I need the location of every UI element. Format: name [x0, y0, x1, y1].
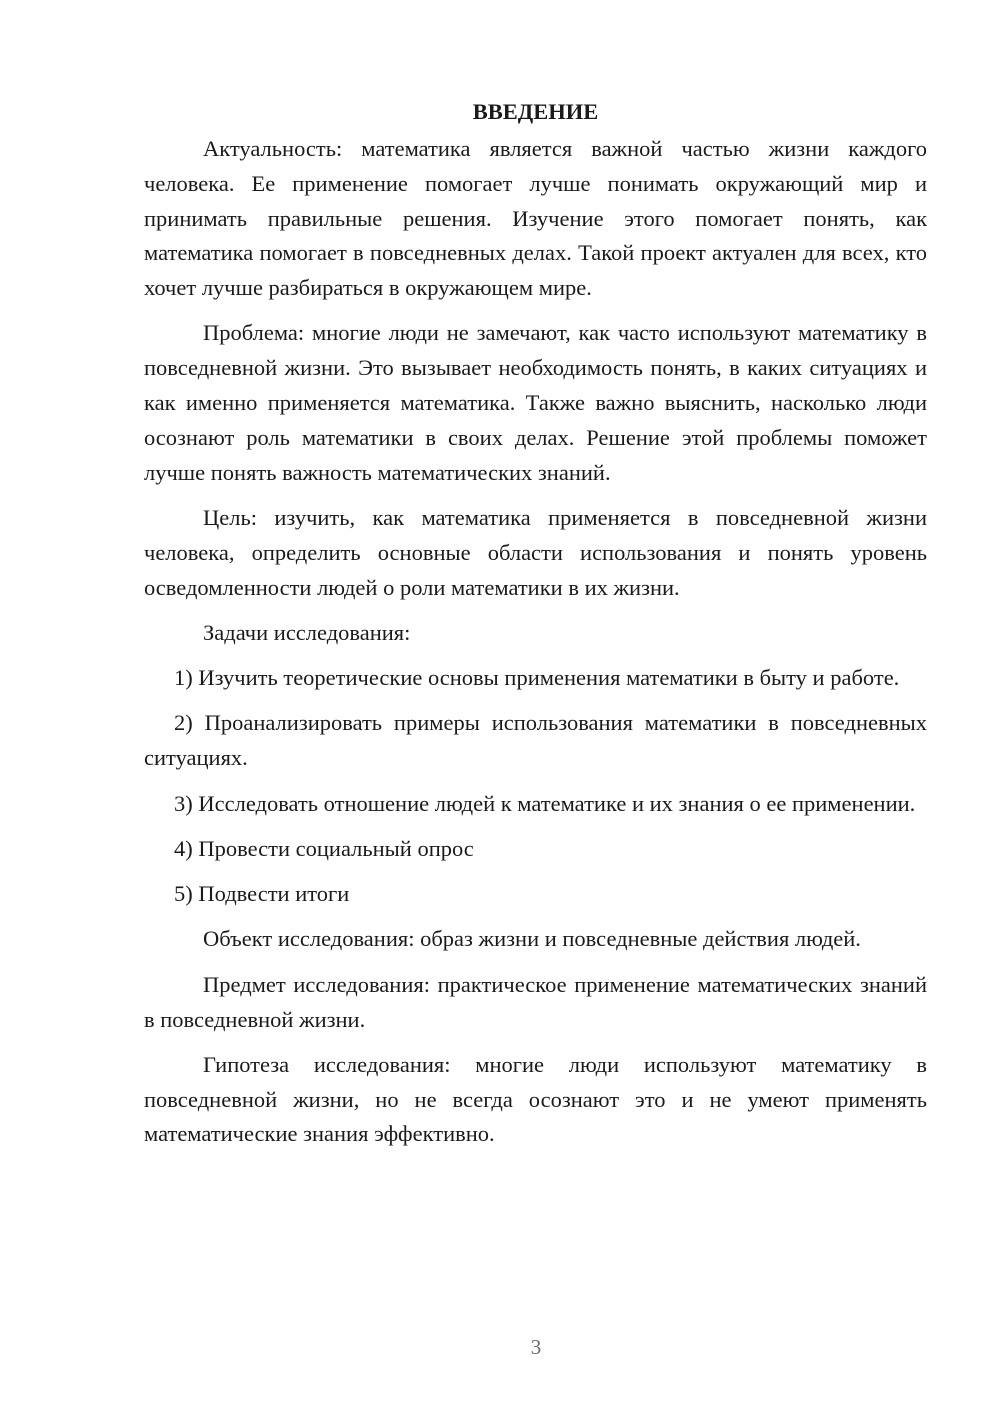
document-body — [144, 97, 927, 1163]
task-item: 3) Исследовать отношение людей к математике и их знания о ее применении. — [174, 790, 916, 816]
object-paragraph: Объект исследования: образ жизни и повседневные действия людей. — [203, 926, 861, 952]
section-title: ВВЕДЕНИЕ — [472, 99, 599, 124]
subject-paragraph: Предмет исследования: практическое применение математических знаний в повседневной жизни. — [144, 971, 927, 1032]
task-item: 5) Подвести итоги — [174, 881, 350, 907]
problem-paragraph: Проблема: многие люди не замечают, как часто используют математику в повседневной жизни. Это вызывает необходимость понять, в каких ситуациях и как именно применяется математика. Также важно выяснить, насколько люди осознают роль математики в своих делах. Решение этой проблемы поможет лучше понять важность математических знаний. — [144, 320, 927, 485]
task-item: 2) Проанализировать примеры использования математики в повседневных ситуациях. — [144, 710, 927, 771]
hypothesis-paragraph: Гипотеза исследования: многие люди используют математику в повседневной жизни, но не всегда осознают это и не умеют применять математические знания эффективно. — [144, 1051, 927, 1147]
goal-paragraph: Цель: изучить, как математика применяется в повседневной жизни человека, определить основные области использования и понять уровень осведомленности людей о роли математики в их жизни. — [144, 504, 927, 600]
task-item: 4) Провести социальный опрос — [174, 835, 474, 861]
relevance-paragraph: Актуальность: математика является важной частью жизни каждого человека. Ее применение помогает лучше понимать окружающий мир и принимать правильные решения. Изучение этого помогает понять, как математика помогает в повседневных делах. Такой проект актуален для всех, кто хочет лучше разбираться в окружающем мире. — [144, 136, 927, 301]
tasks-heading: Задачи исследования: — [203, 619, 411, 645]
page-number: 3 — [530, 1335, 542, 1359]
task-item: 1) Изучить теоретические основы применения математики в быту и работе. — [174, 665, 900, 691]
